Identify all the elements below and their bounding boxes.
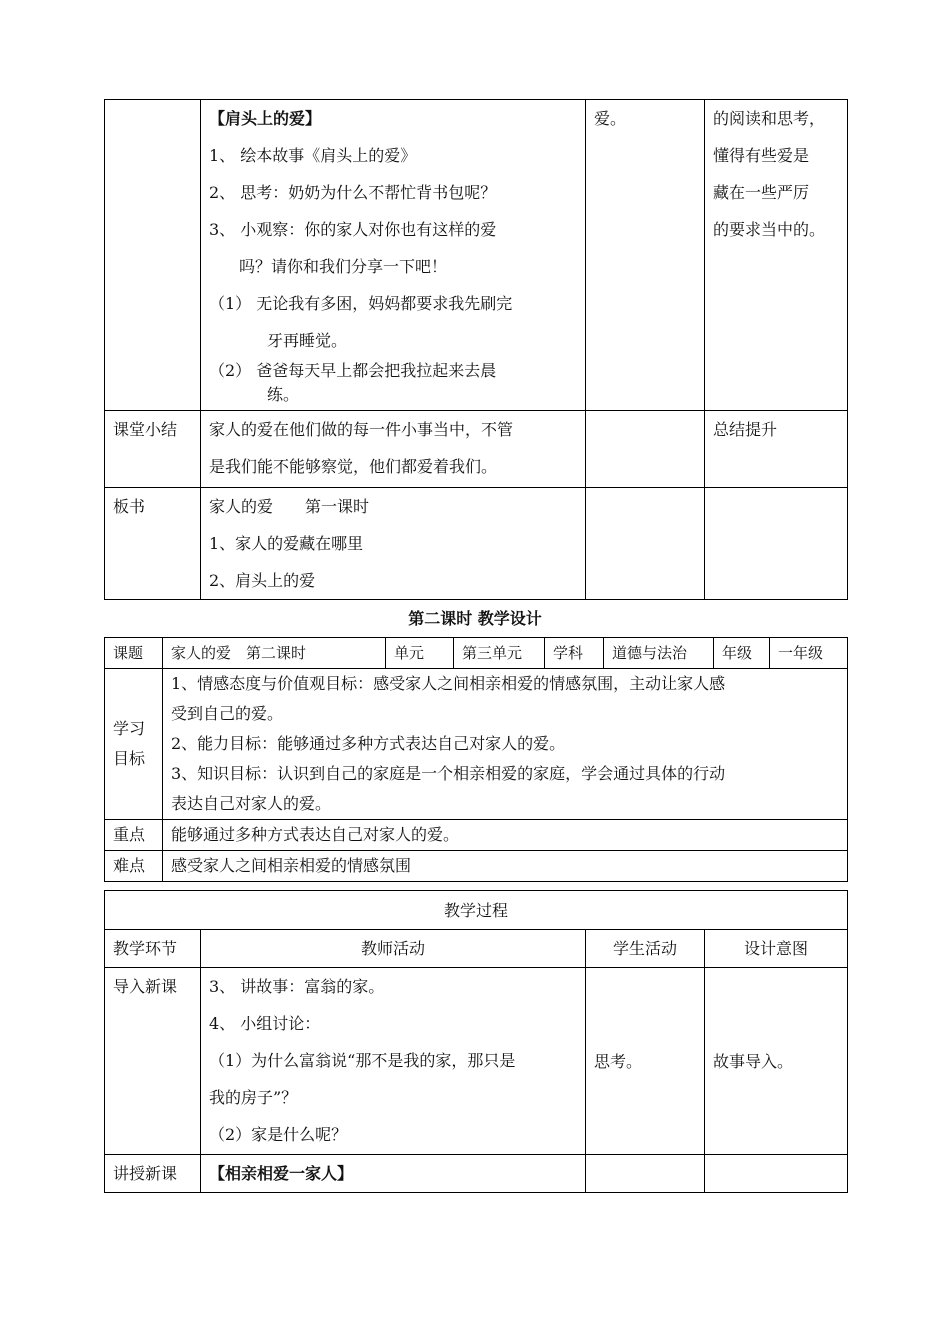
list-item: 我的房子”？	[209, 1088, 298, 1107]
table-row	[105, 1155, 848, 1193]
stage-label: 导入新课	[105, 968, 201, 1155]
design-intent-cell: 总结提升	[705, 411, 848, 488]
student-activity-cell: 爱。	[586, 100, 705, 411]
grade-value: 一年级	[770, 638, 848, 669]
table-row	[105, 488, 848, 600]
goal-line: 3、知识目标：认识到自己的家庭是一个相亲相爱的家庭，学会通过具体的行动	[171, 764, 726, 783]
table-row	[105, 820, 848, 851]
stage-label: 讲授新课	[105, 1155, 201, 1193]
difficulty-label: 难点	[105, 851, 163, 882]
table-row	[105, 851, 848, 882]
table-row	[105, 638, 848, 669]
column-header: 设计意图	[705, 930, 848, 968]
list-item: 1、 绘本故事《肩头上的爱》	[209, 146, 417, 165]
list-item: 2、 思考：奶奶为什么不帮忙背书包呢？	[209, 183, 497, 202]
design-intent-cell	[705, 488, 848, 600]
summary-line: 是我们能不能够察觉，他们都爱着我们。	[209, 457, 498, 476]
subject-value: 道德与法治	[604, 638, 714, 669]
lesson1-continuation-table	[104, 99, 848, 600]
list-item: （2）家是什么呢？	[209, 1125, 348, 1144]
teacher-activity-cell	[201, 100, 586, 411]
goal-line: 2、能力目标：能够通过多种方式表达自己对家人的爱。	[171, 734, 566, 753]
summary-line: 家人的爱在他们做的每一件小事当中，不管	[209, 420, 514, 439]
list-item: （1） 无论我有多困，妈妈都要求我先刷完	[209, 294, 513, 313]
column-header: 学生活动	[586, 930, 705, 968]
column-header: 教师活动	[201, 930, 586, 968]
intent-line: 懂得有些爱是	[713, 146, 810, 165]
list-item: 3、 小观察：你的家人对你也有这样的爱	[209, 220, 497, 239]
intent-line: 藏在一些严厉	[713, 183, 810, 202]
list-item: 3、 讲故事：富翁的家。	[209, 977, 385, 996]
list-item: 吗？请你和我们分享一下吧！	[239, 257, 448, 276]
teacher-activity-cell	[201, 968, 586, 1155]
blackboard-line: 1、家人的爱藏在哪里	[209, 534, 364, 553]
student-activity-cell	[586, 411, 705, 488]
table-row	[105, 411, 848, 488]
unit-value: 第三单元	[454, 638, 545, 669]
design-intent-cell	[705, 1155, 848, 1193]
key-point-value: 能够通过多种方式表达自己对家人的爱。	[163, 820, 848, 851]
blackboard-line: 家人的爱 第一课时	[209, 497, 370, 516]
goals-content	[163, 669, 848, 820]
section-title: 第二课时 教学设计	[408, 609, 542, 628]
lesson2-info-table	[104, 637, 848, 882]
stage-label: 课堂小结	[105, 411, 201, 488]
blackboard-cell	[201, 488, 586, 600]
table-row	[105, 100, 848, 411]
table-row	[105, 968, 848, 1155]
subject-label: 学科	[545, 638, 604, 669]
student-activity-cell: 思考。	[586, 968, 705, 1155]
process-title: 教学过程	[105, 891, 848, 930]
unit-label: 单元	[386, 638, 454, 669]
topic-label: 课题	[105, 638, 163, 669]
list-item: 练。	[267, 385, 300, 404]
stage-label: 板书	[105, 488, 201, 600]
goals-label	[105, 669, 163, 820]
list-item: 4、 小组讨论：	[209, 1014, 321, 1033]
goal-line: 表达自己对家人的爱。	[171, 794, 332, 813]
intent-line: 的要求当中的。	[713, 220, 826, 239]
table-row	[105, 930, 848, 968]
difficulty-value: 感受家人之间相亲相爱的情感氛围	[163, 851, 848, 882]
blackboard-line: 2、肩头上的爱	[209, 571, 316, 590]
goal-line: 受到自己的爱。	[171, 704, 284, 723]
section-heading: 【肩头上的爱】	[209, 109, 322, 128]
goal-line: 1、情感态度与价值观目标：感受家人之间相亲相爱的情感氛围，主动让家人感	[171, 674, 726, 693]
grade-label: 年级	[714, 638, 770, 669]
student-activity-cell	[586, 1155, 705, 1193]
stage-cell-empty	[105, 100, 201, 411]
design-intent-cell: 故事导入。	[705, 968, 848, 1155]
intent-line: 的阅读和思考，	[713, 109, 826, 128]
teaching-process-table	[104, 890, 848, 1193]
section-heading: 【相亲相爱一家人】	[201, 1155, 586, 1193]
list-item: 牙再睡觉。	[267, 331, 348, 350]
list-item: （2） 爸爸每天早上都会把我拉起来去晨	[209, 361, 497, 380]
topic-value: 家人的爱 第二课时	[163, 638, 386, 669]
key-point-label: 重点	[105, 820, 163, 851]
column-header: 教学环节	[105, 930, 201, 968]
list-item: （1）为什么富翁说“那不是我的家，那只是	[209, 1051, 516, 1070]
teacher-activity-cell	[201, 411, 586, 488]
goals-label-line: 学习	[113, 719, 146, 738]
table-row	[105, 891, 848, 930]
design-intent-cell	[705, 100, 848, 411]
table-row	[105, 669, 848, 820]
goals-label-line: 目标	[113, 749, 146, 768]
student-activity-cell	[586, 488, 705, 600]
